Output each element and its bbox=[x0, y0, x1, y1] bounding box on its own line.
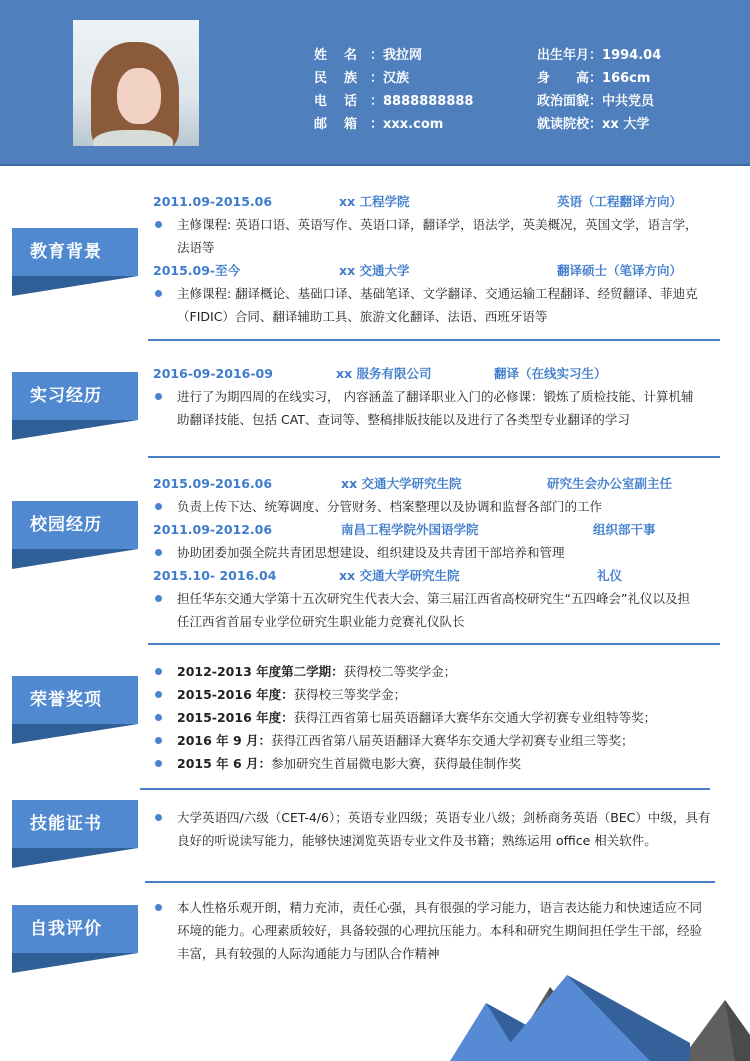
honor-item: 2016 年 9 月：获得江西省第八届英语翻译大赛华东交通大学初赛专业组三等奖； bbox=[153, 729, 713, 752]
internship-content bbox=[153, 362, 701, 431]
section-tag-campus: 校园经历 bbox=[12, 501, 138, 549]
info-email: 邮 箱 ：xxx.com bbox=[314, 117, 444, 132]
info-birth: 出生年月：1994.04 bbox=[537, 48, 662, 63]
list-item: 担任华东交通大学第十五次研究生代表大会、第三届江西省高校研究生“五四峰会”礼仪以及担任江西省首届专业学位研究生职业能力竞赛礼仪队长 bbox=[153, 587, 701, 633]
mountains-decoration bbox=[450, 975, 750, 1061]
list-item: 本人性格乐观开朗，精力充沛，责任心强，具有很强的学习能力，语言表达能力和快速适应不同环境的能力。心理素质较好，具备较强的心理抗压能力。本科和研究生期间担任学生干部，经验丰富，具有较强的人际沟通能力与团队合作精神 bbox=[153, 896, 713, 965]
divider bbox=[148, 456, 720, 458]
honor-item: 2012-2013 年度第二学期：获得校二等奖学金； bbox=[153, 660, 713, 683]
section-tag-skills: 技能证书 bbox=[12, 800, 138, 848]
list-item: 主修课程: 翻译概论、基础口译、基础笔译、文学翻译、交通运输工程翻译、经贸翻译、菲迪克（FIDIC）合同、翻译辅助工具、旅游文化翻译、法语、西班牙语等 bbox=[153, 282, 701, 328]
personal-info-left bbox=[314, 44, 473, 136]
section-tag-self-evaluation: 自我评价 bbox=[12, 905, 138, 953]
list-item: 主修课程: 英语口语、英语写作、英语口译，翻译学，语法学，英美概况，英国文学，语言学，法语等 bbox=[153, 213, 701, 259]
honor-item: 2015-2016 年度：获得校三等奖学金； bbox=[153, 683, 713, 706]
honors-content bbox=[153, 660, 713, 775]
info-name: 姓 名 ：我拉网 bbox=[314, 48, 423, 63]
header-banner bbox=[0, 0, 750, 166]
info-ethnicity: 民 族 ：汉族 bbox=[314, 71, 410, 86]
entry-header: 2011.09-2012.06 南昌工程学院外国语学院 组织部干事 bbox=[153, 522, 656, 537]
entry-header: 2015.09-2016.06 xx 交通大学研究生院 研究生会办公室副主任 bbox=[153, 476, 673, 491]
self-evaluation-content bbox=[153, 896, 713, 965]
section-tag-internship: 实习经历 bbox=[12, 372, 138, 420]
entry-header: 2015.09-至今 xx 交通大学 翻译硕士（笔译方向） bbox=[153, 263, 683, 278]
divider bbox=[148, 643, 720, 645]
personal-info-right bbox=[537, 44, 661, 136]
list-item: 负责上传下达、统筹调度、分管财务、档案整理以及协调和监督各部门的工作 bbox=[153, 495, 701, 518]
entry-header: 2011.09-2015.06 xx 工程学院 英语（工程翻译方向） bbox=[153, 194, 683, 209]
honor-item: 2015 年 6 月：参加研究生首届微电影大赛，获得最佳制作奖 bbox=[153, 752, 713, 775]
campus-content bbox=[153, 472, 701, 633]
info-political: 政治面貌：中共党员 bbox=[537, 94, 655, 109]
divider bbox=[145, 881, 715, 883]
list-item: 大学英语四/六级（CET-4/6）；英语专业四级；英语专业八级；剑桥商务英语（BEC）中级，具有良好的听说读写能力，能够快速浏览英语专业文件及书籍；熟练运用 office 相关软件。 bbox=[153, 806, 713, 852]
skills-content bbox=[153, 806, 713, 852]
divider bbox=[148, 339, 720, 341]
education-content bbox=[153, 190, 701, 328]
info-school: 就读院校：xx 大学 bbox=[537, 117, 650, 132]
list-item: 协助团委加强全院共青团思想建设、组织建设及共青团干部培养和管理 bbox=[153, 541, 701, 564]
entry-header: 2015.10- 2016.04 xx 交通大学研究生院 礼仪 bbox=[153, 568, 623, 583]
section-tag-education: 教育背景 bbox=[12, 228, 138, 276]
info-phone: 电 话 ：8888888888 bbox=[314, 94, 474, 109]
entry-header: 2016-09-2016-09 xx 服务有限公司 翻译（在线实习生） bbox=[153, 366, 607, 381]
divider bbox=[140, 788, 710, 790]
profile-photo bbox=[73, 20, 199, 146]
section-tag-honors: 荣誉奖项 bbox=[12, 676, 138, 724]
list-item: 进行了为期四周的在线实习， 内容涵盖了翻译职业入门的必修课：锻炼了质检技能、计算机辅助翻译技能、包括 CAT、查词等、整稿排版技能以及进行了各类型专业翻译的学习 bbox=[153, 385, 701, 431]
honor-item: 2015-2016 年度：获得江西省第七届英语翻译大赛华东交通大学初赛专业组特等奖； bbox=[153, 706, 713, 729]
info-height: 身 高：166cm bbox=[537, 71, 651, 86]
